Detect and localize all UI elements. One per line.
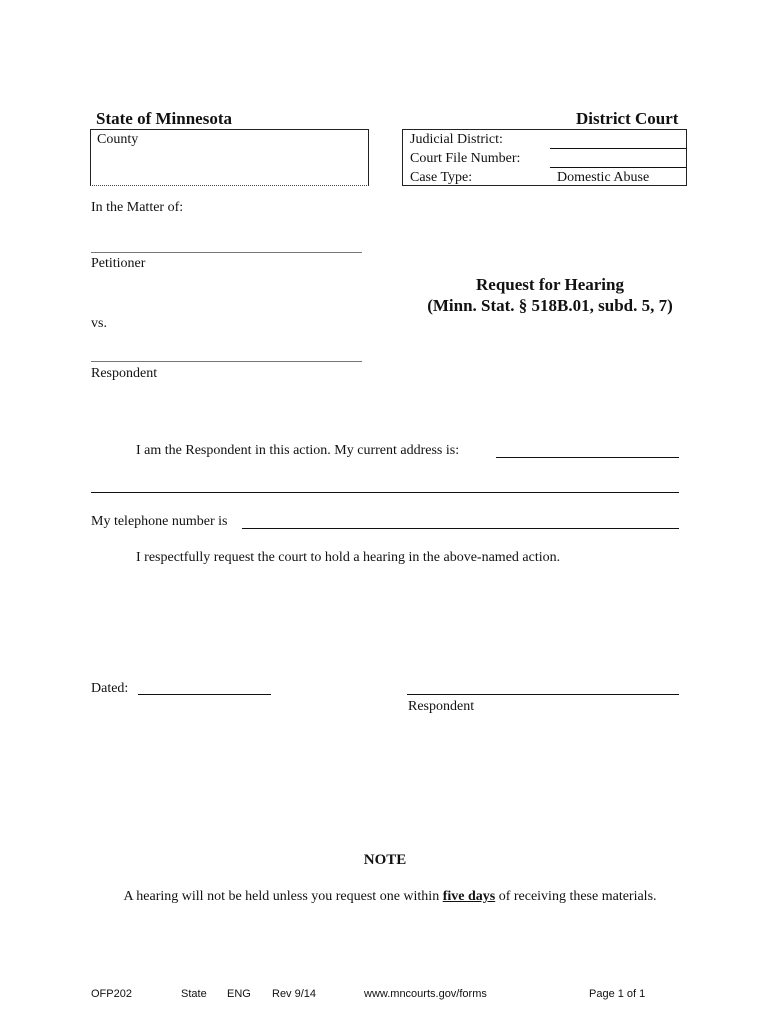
dated-label: Dated: [91, 681, 129, 696]
note-heading: NOTE [363, 852, 407, 868]
state-heading: State of Minnesota [96, 109, 232, 128]
note-text-after: of receiving these materials. [498, 889, 657, 904]
court-file-number-field[interactable] [550, 167, 686, 168]
dated-field[interactable] [138, 694, 271, 695]
address-field-line2[interactable] [91, 492, 679, 493]
footer-language: ENG [227, 988, 251, 1000]
vs-label: vs. [91, 316, 107, 331]
in-the-matter-of-label: In the Matter of: [91, 200, 184, 215]
court-info-box [402, 129, 687, 186]
footer-page-number: Page 1 of 1 [589, 988, 646, 1000]
request-statement: I respectfully request the court to hold a hearing in the above-named action. [136, 550, 561, 565]
county-label: County [97, 132, 139, 147]
footer-form-code: OFP202 [91, 988, 132, 1000]
note-text [0, 889, 770, 905]
note-text-before: A hearing will not be held unless you request one within [123, 889, 440, 904]
address-field-line1[interactable] [496, 457, 679, 458]
respondent-signature-label: Respondent [408, 699, 475, 714]
address-statement: I am the Respondent in this action. My current address is: [136, 443, 460, 458]
petitioner-label: Petitioner [91, 256, 146, 271]
footer-jurisdiction: State [181, 988, 207, 1000]
form-statute: (Minn. Stat. § 518B.01, subd. 5, 7) [427, 296, 673, 315]
case-type-label: Case Type: [410, 170, 473, 185]
case-type-value: Domestic Abuse [557, 170, 650, 185]
note-five-days: five days [442, 889, 496, 904]
respondent-signature-field[interactable] [407, 694, 679, 695]
footer-revision: Rev 9/14 [272, 988, 317, 1000]
respondent-name-field[interactable] [91, 361, 362, 362]
judicial-district-label: Judicial District: [410, 132, 503, 147]
judicial-district-field[interactable] [550, 148, 686, 149]
telephone-field[interactable] [242, 528, 679, 529]
court-file-number-label: Court File Number: [410, 151, 521, 166]
court-heading: District Court [576, 109, 679, 128]
form-title: Request for Hearing [476, 275, 624, 294]
footer-website-link[interactable]: www.mncourts.gov/forms [364, 988, 487, 1000]
petitioner-name-field[interactable] [91, 252, 362, 253]
respondent-label: Respondent [91, 366, 158, 381]
county-box[interactable] [90, 129, 369, 186]
telephone-label: My telephone number is [91, 514, 228, 529]
